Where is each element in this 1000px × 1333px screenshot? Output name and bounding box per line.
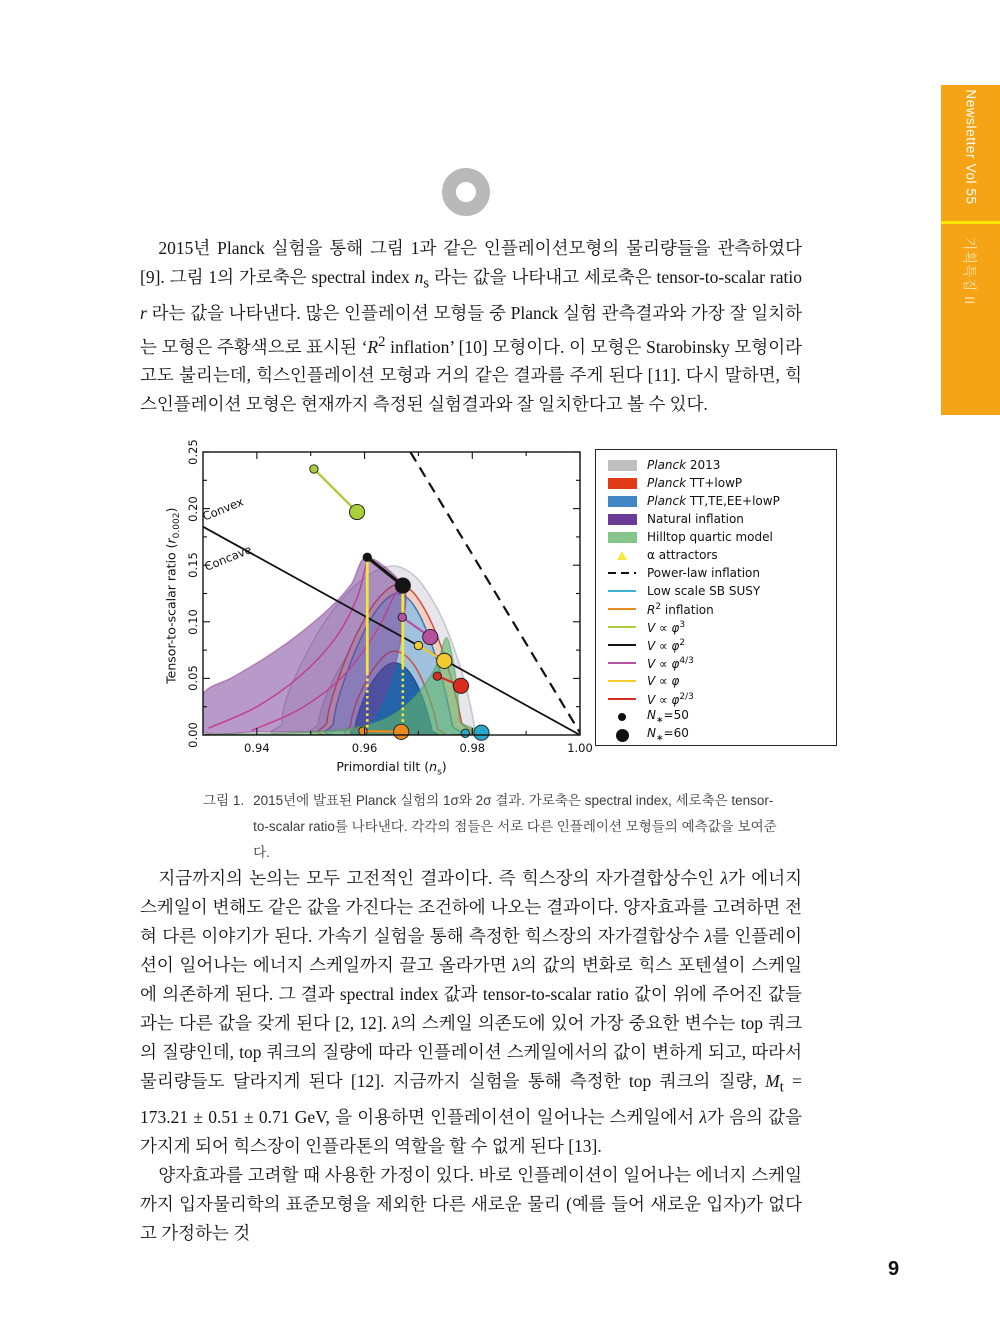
legend-marker-line — [605, 626, 639, 629]
legend-marker-patch — [605, 514, 639, 525]
legend-marker-line — [605, 680, 639, 683]
legend-item — [605, 474, 836, 492]
series-point-n60 — [437, 653, 452, 668]
series-point-n50 — [398, 613, 406, 621]
legend-label: Power-law inflation — [647, 566, 760, 580]
series-point-n60 — [349, 504, 364, 519]
legend-item — [605, 672, 836, 690]
legend-marker-patch — [605, 532, 639, 543]
binder-ring-decoration — [442, 168, 490, 216]
y-axis-label: Tensor-to-scalar ratio $(r_{0.002})$ — [163, 507, 182, 684]
legend-item — [605, 564, 836, 582]
sidebar-tab-divider — [941, 221, 1000, 224]
legend-item — [605, 690, 836, 708]
legend-marker-dot_large — [605, 729, 639, 742]
series-point-n50 — [414, 641, 422, 649]
annotation-concave: Concave — [202, 542, 254, 575]
legend-item — [605, 726, 836, 744]
legend-label: $R^2$ inflation — [647, 601, 714, 617]
series-point-n60 — [474, 725, 489, 740]
legend-label: $V \propto \varphi^2$ — [647, 637, 686, 653]
legend-item — [605, 510, 836, 528]
series-point-n50 — [433, 672, 441, 680]
legend-item — [605, 528, 836, 546]
legend-item — [605, 636, 836, 654]
legend-label: Natural inflation — [647, 512, 744, 526]
x-axis-label: Primordial tilt $(n_s)$ — [336, 759, 447, 778]
y-tick-label: 0.15 — [186, 552, 200, 578]
series-point-n50 — [359, 727, 367, 735]
legend-label: Low scale SB SUSY — [647, 584, 761, 598]
series-point-n50 — [363, 553, 371, 561]
section-title-label: 기획특집 II — [961, 237, 977, 305]
legend-marker-line — [605, 662, 639, 665]
series-point-n50 — [310, 465, 318, 473]
series-line — [314, 469, 357, 512]
x-tick-label: 0.94 — [244, 741, 270, 755]
legend-marker-line — [605, 590, 639, 593]
legend-label: Planck TT+lowP — [647, 476, 743, 490]
y-tick-label: 0.05 — [186, 665, 200, 692]
legend-marker-dot_small — [605, 713, 639, 721]
legend-label: Planck TT,TE,EE+lowP — [647, 494, 780, 508]
x-tick-label: 0.98 — [459, 741, 486, 755]
figure-caption — [203, 788, 781, 866]
paragraph-3: 양자효과를 고려할 때 사용한 가정이 있다. 바로 인플레이션이 일어나는 에너지 스케일까지 입자물리학의 표준모형을 제외한 다른 새로운 물리 (예를 들어 새로운 입자)가 없다고 가정하는 것 — [140, 1164, 802, 1243]
legend-label: $V \propto \varphi^{2/3}$ — [647, 691, 694, 707]
legend-marker-patch — [605, 496, 639, 507]
legend-label: Hilltop quartic model — [647, 530, 773, 544]
series-point-n50 — [461, 729, 469, 737]
legend-item — [605, 456, 836, 474]
legend-label: α attractors — [647, 548, 718, 562]
page-number: 9 — [888, 1258, 900, 1280]
legend-item — [605, 708, 836, 726]
paragraph-block-2 — [140, 864, 802, 1248]
legend-marker-dashed — [605, 572, 639, 575]
legend-item — [605, 654, 836, 672]
legend-item — [605, 546, 836, 564]
y-tick-label: 0.20 — [186, 495, 200, 522]
paragraph-block-1 — [140, 234, 802, 419]
legend-label: Planck 2013 — [647, 458, 721, 472]
paragraph-1: 2015년 Planck 실험을 통해 그림 1과 같은 인플레이션모형의 물리량들을 관측하였다 [9]. 그림 1의 가로축은 spectral index $n_s$ 라는 값을 나타내고 세로축은 tensor-to-scalar ratio r 라는 값을 나타낸다. 많은 인플레이션 모형들 중 Planck 실험 관측결과와 가장 잘 일치하는 모형은 주황색으로 표시된 ‘$R^2$ inflation’ [10] 모형이다. 이 모형은 Starobinsky 모형이라고도 불리는데, 힉스인플레이션 모형과 거의 같은 결과를 주게 된다 [11]. 다시 말하면, 힉스인플레이션 모형은 현재까지 측정된 실험결과와 잘 일치한다고 볼 수 있다. — [140, 238, 803, 415]
paragraph-2: 지금까지의 논의는 모두 고전적인 결과이다. 즉 힉스장의 자가결합상수인 λ가 에너지 스케일이 변해도 같은 값을 가진다는 조건하에 나오는 결과이다. 양자효과를 고려하면 전혀 다른 이야기가 된다. 가속기 실험을 통해 측정한 힉스장의 자가결합상수 λ를 인플레이션이 일어나는 에너지 스케일까지 끌고 올라가면 λ의 값의 변화로 힉스 포텐셜이 스케일에 의존하게 된다. 그 결과 spectral index 값과 tensor-to-scalar ratio 값이 위에 주어진 값들과는 다른 값을 갖게 된다 [2, 12]. λ의 스케일 의존도에 있어 가장 중요한 변수는 top 쿼크의 질량인데, top 쿼크의 질량에 따라 인플레이션 스케일에서의 값이 변하게 되고, 따라서 물리량들도 달라지게 된다 [12]. 지금까지 실험을 통해 측정한 top 쿼크의 질량, $M_t = 173.21 \pm 0.51 \pm 0.71$ GeV, 을 이용하면 인플레이션이 일어나는 스케일에서 λ가 음의 값을 가지게 되어 힉스장이 인플라톤의 역할을 할 수 없게 된다 [13]. — [140, 868, 803, 1156]
x-tick-label: 0.96 — [351, 741, 378, 755]
legend-item — [605, 492, 836, 510]
legend-item — [605, 600, 836, 618]
y-tick-label: 0.10 — [186, 609, 200, 635]
legend-marker-triangle — [605, 551, 639, 560]
legend-marker-line — [605, 608, 639, 611]
annotation-convex: Convex — [200, 494, 246, 524]
legend-marker-line — [605, 644, 639, 647]
legend-label: $V \propto \varphi^{4/3}$ — [647, 655, 694, 671]
newsletter-volume-label: Newsletter Vol 55 — [963, 89, 978, 205]
legend-label: $N_∗=60$ — [647, 726, 689, 744]
legend-label: $V \propto \varphi^3$ — [647, 619, 686, 635]
series-point-n60 — [395, 578, 410, 593]
legend-marker-line — [605, 698, 639, 701]
series-point-n60 — [423, 629, 438, 644]
figure-1-chart — [160, 440, 850, 785]
series-point-n60 — [453, 678, 468, 693]
figure-caption-text: 2015년에 발표된 Planck 실험의 1σ와 2σ 결과. 가로축은 spectral index, 세로축은 tensor-to-scalar ratio를 나타낸다. 각각의 점들은 서로 다른 인플레이션 모형들의 예측값을 보여준다. — [253, 793, 777, 860]
legend-item — [605, 582, 836, 600]
legend-marker-patch — [605, 478, 639, 489]
legend-label: $N_∗=50$ — [647, 708, 689, 726]
chart-legend — [595, 449, 837, 746]
legend-item — [605, 618, 836, 636]
x-tick-label: 1.00 — [567, 741, 593, 755]
figure-caption-label: 그림 1. — [203, 793, 245, 808]
legend-label: V ∝ φ — [647, 674, 680, 688]
series-point-n60 — [394, 724, 409, 739]
y-tick-label: 0.25 — [186, 439, 200, 465]
y-tick-label: 0.00 — [186, 722, 200, 748]
sidebar-tab — [941, 85, 1000, 415]
legend-marker-patch — [605, 460, 639, 471]
